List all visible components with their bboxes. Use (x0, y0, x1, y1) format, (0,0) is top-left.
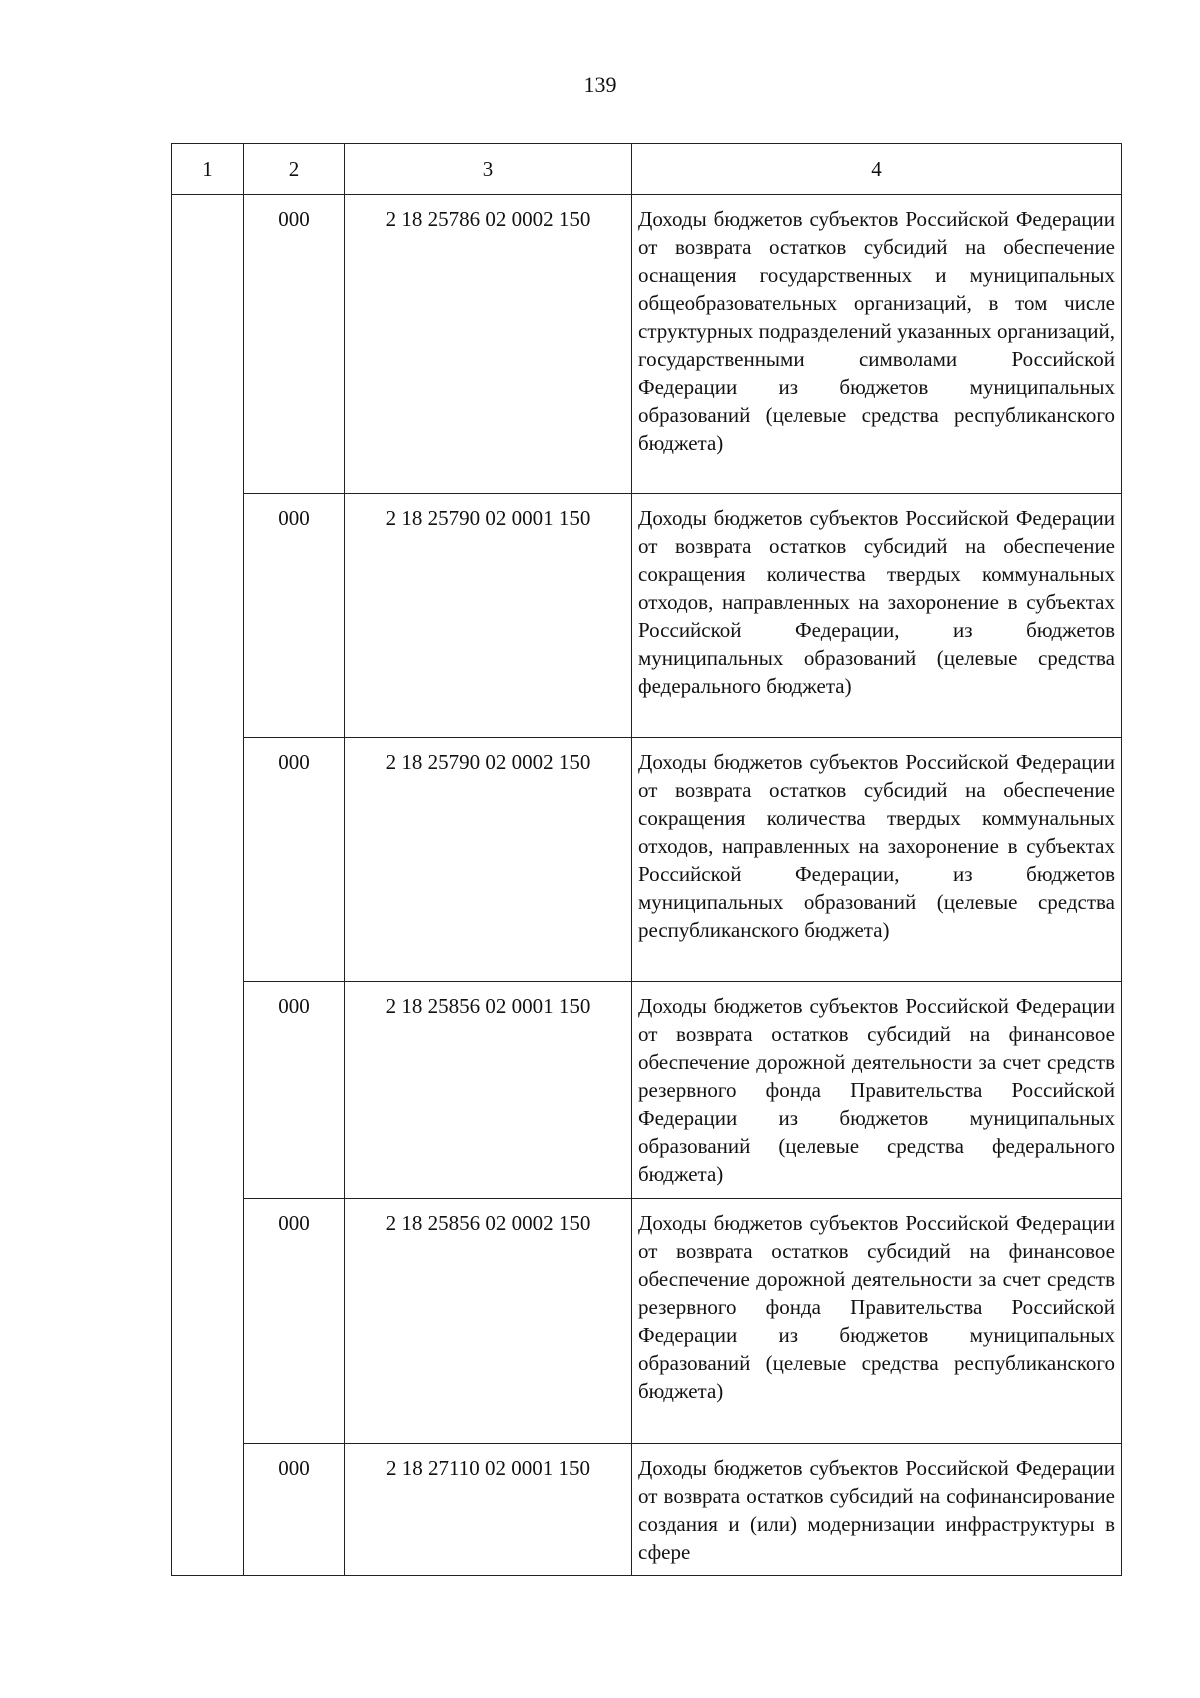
page-number: 139 (583, 72, 617, 97)
merged-empty-cell (172, 195, 244, 1576)
description-cell (632, 195, 1122, 494)
table-row (172, 738, 1122, 982)
table-row (172, 1444, 1122, 1576)
description-cell (632, 1444, 1122, 1576)
column-number-4: 4 (632, 144, 1122, 195)
description-cell (632, 1199, 1122, 1444)
column-number-2: 2 (244, 144, 345, 195)
description-cell (632, 494, 1122, 738)
admin-code-cell: 000 (244, 1444, 345, 1576)
kbk-code-cell: 2 18 25790 02 0001 150 (345, 494, 632, 738)
admin-code-cell: 000 (244, 982, 345, 1199)
admin-code-cell: 000 (244, 494, 345, 738)
table-header-row (172, 144, 1122, 195)
column-number-3: 3 (345, 144, 632, 195)
kbk-code-cell: 2 18 25856 02 0002 150 (345, 1199, 632, 1444)
description-text: Доходы бюджетов субъектов Российской Федерации от возврата остатков субсидий на софинансирование создания и (или) модернизации инфраструктуры в сфере (638, 1456, 1115, 1564)
table-row (172, 195, 1122, 494)
kbk-code-cell: 2 18 25790 02 0002 150 (345, 738, 632, 982)
kbk-code-cell: 2 18 25856 02 0001 150 (345, 982, 632, 1199)
table-row (172, 982, 1122, 1199)
description-text: Доходы бюджетов субъектов Российской Федерации от возврата остатков субсидий на финансовое обеспечение дорожной деятельности за счет средств резервного фонда Правительства Российской Федерации из бюджетов муниципальных образований (целевые средства федерального бюджета) (638, 994, 1115, 1186)
description-text: Доходы бюджетов субъектов Российской Федерации от возврата остатков субсидий на обеспечение сокращения количества твердых коммунальных отходов, направленных на захоронение в субъектах Российской Федерации, из бюджетов муниципальных образований (целевые средства республиканского бюджета) (638, 750, 1115, 942)
table-row (172, 1199, 1122, 1444)
column-number-1: 1 (172, 144, 244, 195)
description-text: Доходы бюджетов субъектов Российской Федерации от возврата остатков субсидий на финансовое обеспечение дорожной деятельности за счет средств резервного фонда Правительства Российской Федерации из бюджетов муниципальных образований (целевые средства республиканского бюджета) (638, 1211, 1115, 1403)
description-cell (632, 738, 1122, 982)
kbk-code-cell: 2 18 25786 02 0002 150 (345, 195, 632, 494)
admin-code-cell: 000 (244, 738, 345, 982)
description-text: Доходы бюджетов субъектов Российской Федерации от возврата остатков субсидий на обеспечение оснащения государственных и муниципальных общеобразовательных организаций, в том числе структурных подразделений указанных организаций, государственными символами Российской Федерации из бюджетов муниципальных образований (целевые средства республиканского бюджета) (638, 207, 1115, 455)
revenue-code-table (171, 143, 1122, 1576)
description-cell (632, 982, 1122, 1199)
admin-code-cell: 000 (244, 1199, 345, 1444)
admin-code-cell: 000 (244, 195, 345, 494)
table-row (172, 494, 1122, 738)
description-text: Доходы бюджетов субъектов Российской Федерации от возврата остатков субсидий на обеспечение сокращения количества твердых коммунальных отходов, направленных на захоронение в субъектах Российской Федерации, из бюджетов муниципальных образований (целевые средства федерального бюджета) (638, 506, 1115, 698)
kbk-code-cell: 2 18 27110 02 0001 150 (345, 1444, 632, 1576)
